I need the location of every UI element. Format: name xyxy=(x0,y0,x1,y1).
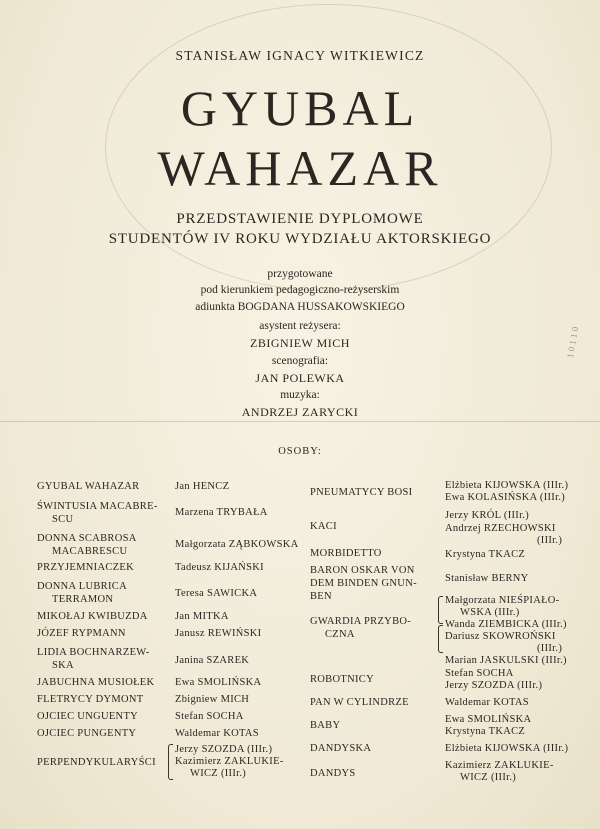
cast-actor: WICZ (IIIr.) xyxy=(460,772,517,783)
cast-actor: Andrzej RZECHOWSKI xyxy=(445,523,556,534)
credit-prepared: przygotowane xyxy=(267,268,333,280)
cast-actor: Marzena TRYBAŁA xyxy=(175,507,268,518)
cast-actor: Jan MITKA xyxy=(175,611,229,622)
cast-actor: Janusz REWIŃSKI xyxy=(175,628,262,639)
cast-role: SCU xyxy=(52,514,74,525)
cast-actor: Jerzy SZOZDA (IIIr.) xyxy=(175,744,273,755)
cast-role: DONNA SCABROSA xyxy=(37,533,137,544)
cast-actor: Tadeusz KIJAŃSKI xyxy=(175,562,264,573)
cast-actor: Elżbieta KIJOWSKA (IIIr.) xyxy=(445,480,569,491)
cast-role: GYUBAL WAHAZAR xyxy=(37,481,140,492)
cast-role: BEN xyxy=(310,591,332,602)
cast-actor: Kazimierz ZAKLUKIE- xyxy=(175,756,284,767)
cast-heading: OSOBY: xyxy=(278,446,322,457)
cast-actor: Wanda ZIEMBICKA (IIIr.) xyxy=(445,619,567,630)
scenography-label: scenografia: xyxy=(271,355,329,367)
cast-actor: Małgorzata ZĄBKOWSKA xyxy=(175,539,299,550)
credit-under: pod kierunkiem pedagogiczno-reżyserskim xyxy=(200,284,400,296)
cast-actor: Dariusz SKOWROŃSKI xyxy=(445,631,556,642)
author-name: STANISŁAW IGNACY WITKIEWICZ xyxy=(175,48,425,63)
cast-role: FLETRYCY DYMONT xyxy=(37,694,144,705)
cast-actor: Janina SZAREK xyxy=(175,655,250,666)
cast-role: DEM BINDEN GNUN- xyxy=(310,578,417,589)
cast-actor: (IIIr.) xyxy=(537,535,563,546)
paper-fold-line xyxy=(0,421,600,422)
cast-role: LIDIA BOCHNARZEW- xyxy=(37,647,150,658)
play-title-line-2: WAHAZAR xyxy=(157,140,443,196)
cast-actor: Elżbieta KIJOWSKA (IIIr.) xyxy=(445,743,569,754)
cast-actor: Teresa SAWICKA xyxy=(175,588,258,599)
assistant-name: ZBIGNIEW MICH xyxy=(250,336,350,350)
cast-actor: Krystyna TKACZ xyxy=(445,549,526,560)
cast-role: DANDYS xyxy=(310,768,356,779)
cast-role: ROBOTNICY xyxy=(310,674,374,685)
cast-actor: Marian JASKULSKI (IIIr.) xyxy=(445,655,567,666)
cast-role: DONNA LUBRICA xyxy=(37,581,127,592)
cast-role: MIKOŁAJ KWIBUZDA xyxy=(37,611,148,622)
cast-actor: Krystyna TKACZ xyxy=(445,726,526,737)
cast-actor: Ewa SMOLIŃSKA xyxy=(445,714,532,725)
assistant-label: asystent reżysera: xyxy=(259,320,341,332)
subtitle-line-2: STUDENTÓW IV ROKU WYDZIAŁU AKTORSKIEGO xyxy=(108,231,492,247)
cast-role: OJCIEC UNGUENTY xyxy=(37,711,139,722)
cast-actor: Ewa KOLASIŃSKA (IIIr.) xyxy=(445,492,566,503)
credit-adjunct: adiunkta BOGDANA HUSSAKOWSKIEGO xyxy=(195,301,405,313)
cast-role: MORBIDETTO xyxy=(310,548,382,559)
bracket-perpendykularysci xyxy=(168,744,173,780)
cast-role: BABY xyxy=(310,720,341,731)
cast-role: JABUCHNA MUSIOŁEK xyxy=(37,677,155,688)
cast-actor: Ewa SMOLIŃSKA xyxy=(175,677,262,688)
cast-actor: WICZ (IIIr.) xyxy=(190,768,247,779)
cast-role: GWARDIA PRZYBO- xyxy=(310,616,412,627)
cast-role: PRZYJEMNIACZEK xyxy=(37,562,134,573)
cast-role: PERPENDYKULARYŚCI xyxy=(37,757,156,768)
cast-actor: Jerzy SZOZDA (IIIr.) xyxy=(445,680,543,691)
cast-role: KACI xyxy=(310,521,337,532)
music-name: ANDRZEJ ZARYCKI xyxy=(241,405,359,419)
cast-role: OJCIEC PUNGENTY xyxy=(37,728,137,739)
cast-actor: WSKA (IIIr.) xyxy=(460,607,520,618)
cast-role: PAN W CYLINDRZE xyxy=(310,697,409,708)
bracket-gwardia-2 xyxy=(438,625,443,653)
cast-actor: Jerzy KRÓL (IIIr.) xyxy=(445,510,530,521)
cast-role: BARON OSKAR VON xyxy=(310,565,415,576)
cast-role: DANDYSKA xyxy=(310,743,372,754)
cast-role: MACABRESCU xyxy=(52,546,128,557)
cast-actor: Stefan SOCHA xyxy=(445,668,514,679)
cast-actor: (IIIr.) xyxy=(537,643,563,654)
cast-actor: Małgorzata NIEŚPIAŁO- xyxy=(445,595,560,606)
cast-actor: Kazimierz ZAKLUKIE- xyxy=(445,760,554,771)
bracket-gwardia xyxy=(438,596,443,624)
cast-role: CZNA xyxy=(325,629,355,640)
cast-role: ŚWINTUSIA MACABRE- xyxy=(37,501,158,512)
cast-role: PNEUMATYCY BOSI xyxy=(310,487,413,498)
cast-actor: Waldemar KOTAS xyxy=(445,697,529,708)
music-label: muzyka: xyxy=(280,389,320,401)
cast-role: SKA xyxy=(52,660,74,671)
pencil-margin-note: 1 0 1 1 0 xyxy=(565,325,581,359)
cast-actor: Waldemar KOTAS xyxy=(175,728,259,739)
subtitle-line-1: PRZEDSTAWIENIE DYPLOMOWE xyxy=(176,211,424,227)
cast-actor: Jan HENCZ xyxy=(175,481,230,492)
cast-role: JÓZEF RYPMANN xyxy=(37,628,126,639)
cast-actor: Stanisław BERNY xyxy=(445,573,529,584)
cast-actor: Zbigniew MICH xyxy=(175,694,250,705)
scenography-name: JAN POLEWKA xyxy=(255,371,345,385)
cast-role: TERRAMON xyxy=(52,594,114,605)
cast-actor: Stefan SOCHA xyxy=(175,711,244,722)
play-title-line-1: GYUBAL xyxy=(180,80,420,136)
